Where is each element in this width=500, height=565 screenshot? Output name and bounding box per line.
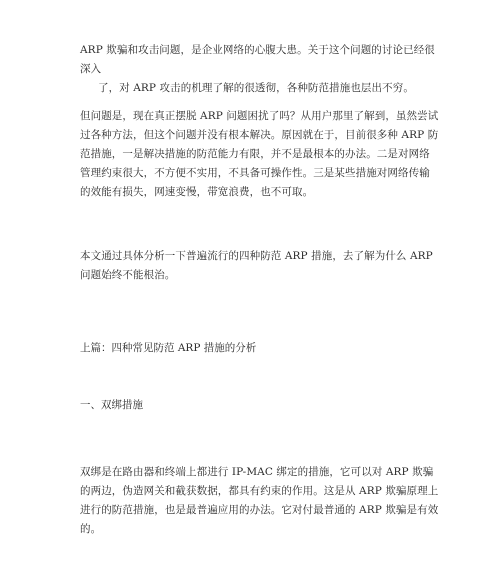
intro-paragraph <box>80 41 440 98</box>
section-title: 上篇：四种常见防范 ARP 措施的分析 <box>80 342 257 354</box>
subsection-title: 一、双绑措施 <box>80 399 143 411</box>
intro-line-2: 了，对 ARP 攻击的机理了解的很透彻，各种防范措施也层出不穷。 <box>98 82 414 94</box>
purpose-paragraph: 本文通过具体分析一下普遍流行的四种防范 ARP 措施，去了解为什么 ARP 问题始终不能根治。 <box>80 250 433 281</box>
intro-line-1: ARP 欺骗和攻击问题，是企业网络的心腹大患。关于这个问题的讨论已经很深入 <box>80 44 435 75</box>
problem-paragraph: 但问题是，现在真正摆脱 ARP 问题困扰了吗？从用户那里了解到，虽然尝试过各种方法，但这个问题并没有根本解决。原因就在于，目前很多种 ARP 防范措施，一是解决措施的防范能力有限，并不是最根本的办法。二是对网络管理约束很大，不方便不实用，不具备可操作性。三是某些措施对网络传输的效能有损失，网速变慢，带宽浪费，也不可取。 <box>80 110 439 198</box>
double-binding-paragraph: 双绑是在路由器和终端上都进行 IP-MAC 绑定的措施，它可以对 ARP 欺骗的两边，伪造网关和截获数据，都具有约束的作用。这是从 ARP 欺骗原理上进行的防范措施，也是最普遍应用的办法。它对付最普通的 ARP 欺骗是有效的。 <box>80 466 439 535</box>
